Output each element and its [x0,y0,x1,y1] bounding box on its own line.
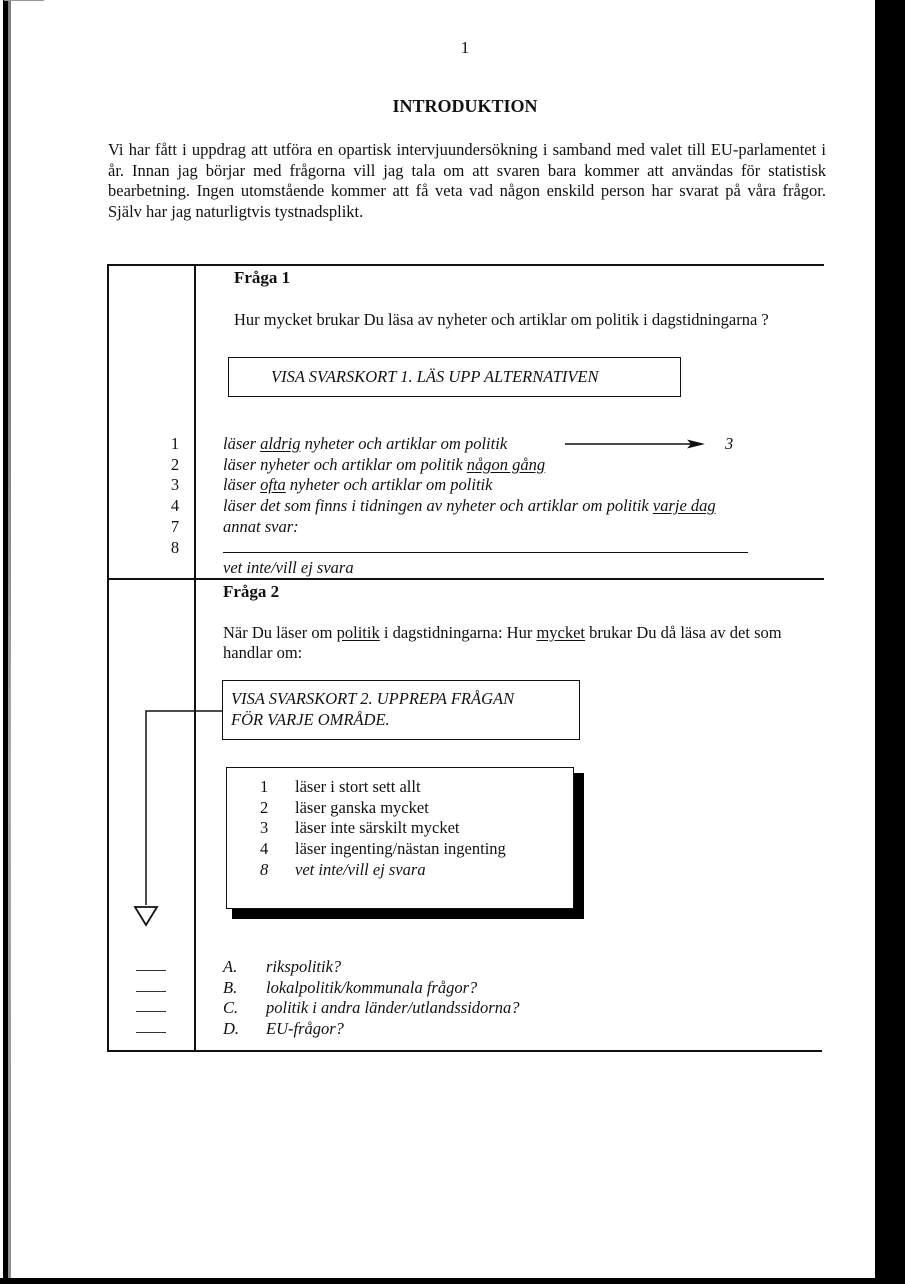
question-2-heading: Fråga 2 [223,582,280,601]
question-1-options [223,434,823,579]
skip-arrow-icon [565,437,705,451]
emphasis: någon gång [466,454,546,474]
question-1-instruction-box [228,357,681,397]
question-2-instruction-line-2: FÖR VARJE OMRÅDE. [231,710,390,729]
card-option: 3 läser inte särskilt mycket [260,818,460,838]
scan-edge-top [4,0,44,1]
answer-option-other[interactable]: annat svar: [223,517,823,558]
question-2-instruction-box [222,680,580,740]
intro-paragraph: Vi har fått i uppdrag att utföra en opartisk intervjuundersökning i samband med valet till EU-parlamentet i år. Innan jag börjar med frågorna vill jag tala om att svaren bara kommer att användas för statistisk bearbetning. Ingen utomstående kommer att få veta vad någon enskild person har svarat på våra frågor. Själv har jag naturligtvis tystnadsplikt. [108,140,826,221]
card-option: 8 vet inte/vill ej svara [260,859,426,879]
emphasis: varje dag [652,496,716,516]
area-item: B. lokalpolitik/kommunala frågor? [223,977,478,997]
page-title: INTRODUKTION [392,96,538,116]
card-option: 1 läser i stort sett allt [260,777,421,796]
answer-option[interactable]: läser nyheter och artiklar om politik någon gång [223,454,546,474]
answer-blanks [136,957,166,1040]
loop-flow-arrow-icon [130,700,230,930]
answer-code: 8 [170,537,180,557]
card-option: 4 läser ingenting/nästan ingenting [260,839,506,859]
answer-code: 7 [170,516,180,536]
answer-code: 4 [170,496,180,516]
question-1-heading: Fråga 1 [234,268,291,287]
frame-code-column-divider [194,264,196,1052]
answer-code: 1 [170,434,180,453]
scan-edge-right [875,0,905,1284]
answer-blank-d[interactable] [136,1019,166,1040]
question-1-text: Hur mycket brukar Du läsa av nyheter och artiklar om politik i dagstidningarna ? [234,310,769,329]
answer-card-2-list [255,777,506,881]
area-item: C. politik i andra länder/utlandssidorna? [223,998,520,1018]
question-2-text: När Du läser om politik i dagstidningarna: Hur mycket brukar Du då läsa av det som handlar om: [223,623,782,662]
scan-edge-left-shadow [8,0,11,1284]
answer-option[interactable]: läser det som finns i tidningen av nyheter och artiklar om politik varje dag [223,496,716,516]
question-2-instruction-line-1: VISA SVARSKORT 2. UPPREPA FRÅGAN [231,689,515,708]
question-1-instruction: VISA SVARSKORT 1. LÄS UPP ALTERNATIVEN [271,367,599,386]
question-2-areas [223,957,519,1040]
frame-bottom-rule [108,1050,822,1052]
emphasis: ofta [260,475,286,495]
answer-blank-a[interactable] [136,957,166,978]
answer-blank-b[interactable] [136,978,166,999]
page-number: 1 [460,38,470,57]
question-1-codes [160,434,190,558]
skip-target-question: 3 [725,434,734,453]
frame-left-rule [107,264,109,1052]
answer-code: 3 [170,475,180,495]
answer-option[interactable]: läser ofta nyheter och artiklar om politik [223,475,493,495]
frame-top-rule [108,264,824,266]
area-item: D. EU-frågor? [223,1019,344,1039]
answer-option[interactable]: vet inte/vill ej svara [223,558,354,578]
emphasis: aldrig [260,434,301,453]
scan-edge-bottom [0,1278,905,1284]
other-answer-blank[interactable] [223,538,748,553]
answer-blank-c[interactable] [136,998,166,1019]
area-item: A. rikspolitik? [223,957,342,976]
answer-code: 2 [170,454,180,474]
card-option: 2 läser ganska mycket [260,797,429,817]
answer-option[interactable]: läser aldrig nyheter och artiklar om politik [223,434,508,453]
